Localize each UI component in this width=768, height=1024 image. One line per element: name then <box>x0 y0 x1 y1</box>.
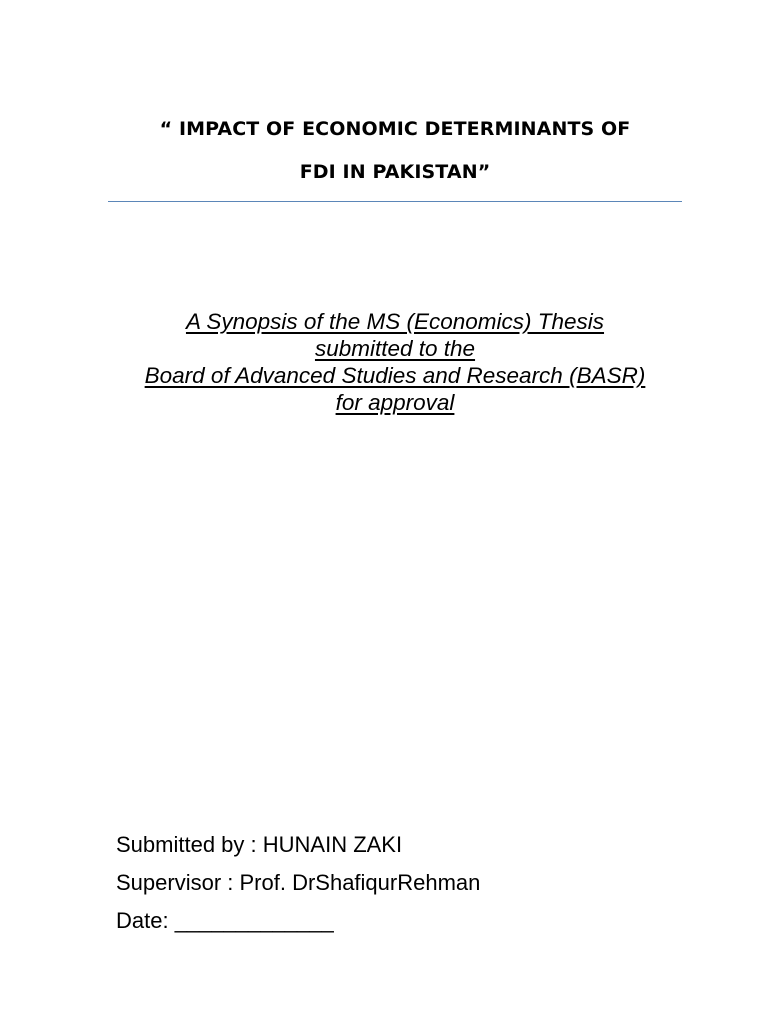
submitted-by: Submitted by : HUNAIN ZAKI <box>116 832 403 857</box>
title-line-2: FDI IN PAKISTAN” <box>299 161 491 183</box>
synopsis-line-1: A Synopsis of the MS (Economics) Thesis <box>185 309 605 334</box>
synopsis-line-3: Board of Advanced Studies and Research (BASR) <box>144 363 646 388</box>
supervisor: Supervisor : Prof. DrShafiqurRehman <box>116 870 481 895</box>
synopsis-line-2: submitted to the <box>314 336 476 361</box>
title-line-1: “ IMPACT OF ECONOMIC DETERMINANTS OF <box>159 118 631 140</box>
title-divider <box>108 201 682 202</box>
synopsis-line-4: for approval <box>335 390 455 415</box>
date-field: Date: _____________ <box>116 908 334 933</box>
